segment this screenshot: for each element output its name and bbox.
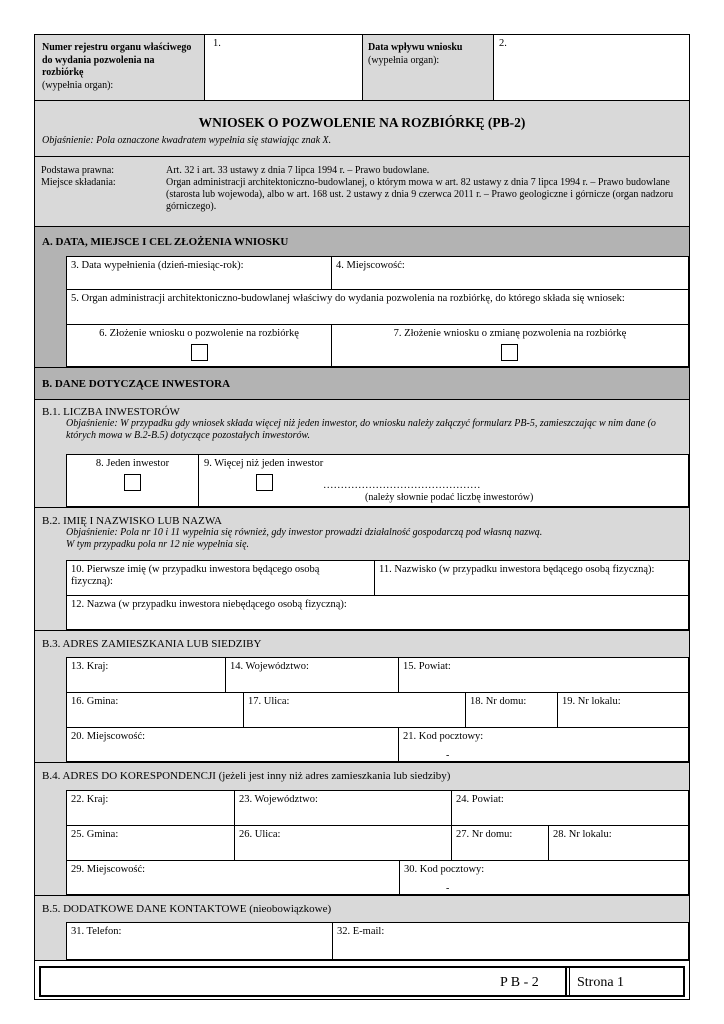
field-1-number: 1. (213, 38, 221, 49)
field-21-postal-code[interactable] (398, 727, 689, 762)
form-title: WNIOSEK O POZWOLENIE NA ROZBIÓRKĘ (PB-2) (198, 115, 526, 130)
investor-count-dots[interactable]: ……………………………………… (323, 480, 481, 491)
b3-margin (35, 657, 66, 762)
field-9-label: 9. Więcej niż jeden inwestor (204, 458, 324, 469)
field-31-label: 31. Telefon: (71, 926, 122, 937)
field-21-label: 21. Kod pocztowy: (403, 731, 484, 742)
field-8-cell (66, 454, 199, 507)
b2-note-2: W tym przypadku pola nr 12 nie wypełnia się. (66, 538, 250, 550)
b4-margin (35, 790, 66, 895)
field-3-label: 3. Data wypełnienia (dzień-miesiąc-rok): (71, 260, 244, 271)
registry-number-field[interactable] (204, 35, 362, 100)
field-6-cell (66, 324, 332, 367)
field-32-label: 32. E-mail: (337, 926, 385, 937)
section-b-header (35, 367, 689, 399)
field-4-place[interactable] (331, 256, 689, 290)
field-15-county[interactable] (398, 657, 689, 693)
section-a-margin (35, 256, 66, 367)
b3-title: B.3. ADRES ZAMIESZKANIA LUB SIEDZIBY (42, 638, 262, 650)
field-11-label: 11. Nazwisko (w przypadku inwestora będącego osobą fizyczną): (379, 564, 655, 575)
receipt-date-label: Data wpływu wniosku (368, 42, 463, 53)
b1-note: Objaśnienie: W przypadku gdy wniosek składa więcej niż jeden inwestor, do wniosku należy załączyć formularz PB-5, zamieszczając w nim dane (o których mowa w B.2-B.5) dotyczące pozostałych inwestorów. (66, 418, 656, 441)
field-12-label: 12. Nazwa (w przypadku inwestora niebędącego osobą fizyczną): (71, 599, 347, 610)
field-20-locality[interactable] (66, 727, 399, 762)
section-b-title: B. DANE DOTYCZĄCE INWESTORA (42, 378, 231, 390)
field-30-postal-code[interactable] (399, 860, 689, 895)
b1-margin (35, 454, 66, 507)
submission-place-label: Miejsce składania: (41, 177, 116, 188)
section-a-title: A. DATA, MIEJSCE I CEL ZŁOŻENIA WNIOSKU (42, 236, 289, 248)
field-13-label: 13. Kraj: (71, 661, 109, 672)
registry-label-sub: (wypełnia organ): (42, 79, 114, 91)
field-30-label: 30. Kod pocztowy: (404, 864, 485, 875)
investor-count-hint: (należy słownie podać liczbę inwestorów) (365, 492, 534, 503)
b5-margin (35, 922, 66, 960)
field-10-first-name[interactable] (66, 560, 375, 596)
field-24-label: 24. Powiat: (456, 794, 504, 805)
section-a-header (35, 226, 689, 256)
field-32-email[interactable] (332, 922, 689, 960)
field-28-label: 28. Nr lokalu: (553, 829, 612, 840)
registry-label-cell (35, 35, 204, 100)
field-11-surname[interactable] (374, 560, 689, 596)
field-7-cell (331, 324, 689, 367)
legal-basis-text: Art. 32 i art. 33 ustawy z dnia 7 lipca 1994 r. – Prawo budowlane. (166, 165, 430, 176)
form-code: P B - 2 (500, 975, 539, 990)
postal-code-dash: - (446, 750, 450, 761)
field-26-street[interactable] (234, 825, 452, 861)
field-29-label: 29. Miejscowość: (71, 864, 146, 875)
postal-code-dash-2: - (446, 883, 450, 894)
b4-header (35, 762, 689, 790)
field-10-label: 10. Pierwsze imię (w przypadku inwestora będącego osobą fizyczną): (71, 564, 320, 587)
b2-title: B.2. IMIĘ I NAZWISKO LUB NAZWA (42, 515, 222, 527)
field-20-label: 20. Miejscowość: (71, 731, 146, 742)
field-4-label: 4. Miejscowość: (336, 260, 405, 271)
field-17-label: 17. Ulica: (248, 696, 290, 707)
field-16-label: 16. Gmina: (71, 696, 119, 707)
b5-title: B.5. DODATKOWE DANE KONTAKTOWE (nieobowiązkowe) (42, 903, 332, 915)
field-3-date[interactable] (66, 256, 332, 290)
receipt-date-label-sub: (wypełnia organ): (368, 54, 440, 66)
field-18-house-number[interactable] (465, 692, 558, 728)
field-24-county[interactable] (451, 790, 689, 826)
receipt-date-field[interactable] (493, 35, 689, 100)
field-19-label: 19. Nr lokalu: (562, 696, 621, 707)
field-14-label: 14. Województwo: (230, 661, 309, 672)
field-6-label: 6. Złożenie wniosku o pozwolenie na rozbiórkę (99, 328, 299, 339)
field-28-apartment-number[interactable] (548, 825, 689, 861)
field-27-label: 27. Nr domu: (456, 829, 513, 840)
field-7-checkbox[interactable] (501, 344, 518, 361)
field-26-label: 26. Ulica: (239, 829, 281, 840)
submission-place-text: Organ administracji architektoniczno-budowlanej, o którym mowa w art. 82 ustawy z dnia 7 lipca 1994 r. – Prawo budowlane (starosta lub wojewoda), albo w art. 168 ust. 2 ustawy z dnia 9 czerwca 2011 r. – Prawo geologiczne i górnicze (organ nadzoru górniczego). (166, 177, 674, 212)
footer-page-divider (569, 968, 570, 995)
b2-header (35, 507, 689, 560)
title-note: Objaśnienie: Pola oznaczone kwadratem wypełnia się stawiając znak X. (42, 135, 332, 146)
b5-header (35, 895, 689, 922)
b2-note-1: Objaśnienie: Pola nr 10 i 11 wypełnia się również, gdy inwestor prowadzi działalność gospodarczą pod własną nazwą. (66, 527, 543, 538)
field-2-number: 2. (499, 38, 507, 49)
field-6-checkbox[interactable] (191, 344, 208, 361)
field-31-phone[interactable] (66, 922, 333, 960)
field-16-municipality[interactable] (66, 692, 244, 728)
field-9-checkbox[interactable] (256, 474, 273, 491)
field-18-label: 18. Nr domu: (470, 696, 527, 707)
field-9-cell (198, 454, 689, 507)
legal-basis-block (35, 156, 689, 226)
b4-title: B.4. ADRES DO KORESPONDENCJI (jeżeli jest inny niż adres zamieszkania lub siedziby) (42, 770, 451, 782)
field-5-authority[interactable] (66, 289, 689, 325)
field-25-label: 25. Gmina: (71, 829, 119, 840)
field-17-street[interactable] (243, 692, 466, 728)
field-22-country[interactable] (66, 790, 235, 826)
field-5-label: 5. Organ administracji architektoniczno-budowlanej właściwy do wydania pozwolenia na rozbiórkę, do którego składa się wniosek: (71, 293, 625, 304)
registry-label: Numer rejestru organu właściwego do wydania pozwolenia na rozbiórkę (42, 42, 192, 78)
field-7-label: 7. Złożenie wniosku o zmianę pozwolenia na rozbiórkę (393, 328, 627, 339)
field-25-municipality[interactable] (66, 825, 235, 861)
field-22-label: 22. Kraj: (71, 794, 109, 805)
b1-title: B.1. LICZBA INWESTORÓW (42, 406, 180, 418)
footer-code-divider (565, 968, 567, 995)
b3-header (35, 630, 689, 657)
field-23-voivodeship[interactable] (234, 790, 452, 826)
field-19-apartment-number[interactable] (557, 692, 689, 728)
field-23-label: 23. Województwo: (239, 794, 318, 805)
field-12-name[interactable] (66, 595, 689, 630)
page-number: Strona 1 (577, 975, 625, 990)
b1-header (35, 399, 689, 454)
field-13-country[interactable] (66, 657, 226, 693)
b2-margin (35, 560, 66, 630)
field-8-checkbox[interactable] (124, 474, 141, 491)
field-8-label: 8. Jeden inwestor (95, 458, 170, 469)
field-27-house-number[interactable] (451, 825, 549, 861)
legal-basis-label: Podstawa prawna: (41, 165, 115, 176)
receipt-date-label-cell (362, 35, 493, 100)
field-15-label: 15. Powiat: (403, 661, 451, 672)
field-29-locality[interactable] (66, 860, 400, 895)
field-14-voivodeship[interactable] (225, 657, 399, 693)
title-block (35, 100, 689, 156)
